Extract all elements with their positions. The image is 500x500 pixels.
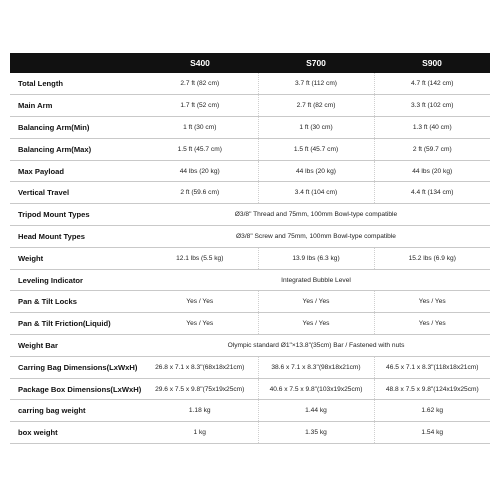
value-cell: 1.44 kg — [258, 400, 374, 422]
row-label: Leveling Indicator — [10, 269, 142, 291]
value-cell: 12.1 lbs (5.5 kg) — [142, 247, 258, 269]
row-label: Carring Bag Dimensions(LxWxH) — [10, 356, 142, 378]
value-cell: 44 lbs (20 kg) — [142, 160, 258, 182]
table-row — [10, 226, 490, 248]
row-label: Main Arm — [10, 95, 142, 117]
header-s400: S400 — [142, 53, 258, 73]
row-label: Balancing Arm(Min) — [10, 117, 142, 139]
value-cell: 1.7 ft (52 cm) — [142, 95, 258, 117]
row-label: Weight Bar — [10, 335, 142, 357]
value-cell: 29.6 x 7.5 x 9.8"(75x19x25cm) — [142, 378, 258, 400]
row-label: Head Mount Types — [10, 226, 142, 248]
value-cell: 1 ft (30 cm) — [142, 117, 258, 139]
value-cell: Yes / Yes — [374, 313, 490, 335]
value-cell: 1.54 kg — [374, 422, 490, 444]
value-cell: 38.6 x 7.1 x 8.3"(98x18x21cm) — [258, 356, 374, 378]
spanning-cell: Olympic standard Ø1"×13.8"(35cm) Bar / Fastened with nuts — [142, 335, 490, 357]
row-label: Total Length — [10, 73, 142, 95]
row-label: box weight — [10, 422, 142, 444]
value-cell: 2.7 ft (82 cm) — [142, 73, 258, 95]
header-s900: S900 — [374, 53, 490, 73]
value-cell: 1.3 ft (40 cm) — [374, 117, 490, 139]
table-row — [10, 247, 490, 269]
value-cell: 1.5 ft (45.7 cm) — [258, 138, 374, 160]
table-row — [10, 400, 490, 422]
table-row — [10, 422, 490, 444]
value-cell: 3.4 ft (104 cm) — [258, 182, 374, 204]
value-cell: 15.2 lbs (6.9 kg) — [374, 247, 490, 269]
table-row — [10, 335, 490, 357]
row-label: Tripod Mount Types — [10, 204, 142, 226]
value-cell: 3.3 ft (102 cm) — [374, 95, 490, 117]
value-cell: 1 ft (30 cm) — [258, 117, 374, 139]
value-cell: 4.4 ft (134 cm) — [374, 182, 490, 204]
value-cell: 48.8 x 7.5 x 9.8"(124x19x25cm) — [374, 378, 490, 400]
row-label: Pan & Tilt Locks — [10, 291, 142, 313]
spanning-cell: Ø3/8" Thread and 75mm, 100mm Bowl-type compatible — [142, 204, 490, 226]
value-cell: 40.6 x 7.5 x 9.8"(103x19x25cm) — [258, 378, 374, 400]
value-cell: Yes / Yes — [258, 313, 374, 335]
spanning-cell: Ø3/8" Screw and 75mm, 100mm Bowl-type compatible — [142, 226, 490, 248]
value-cell: 1.5 ft (45.7 cm) — [142, 138, 258, 160]
value-cell: 3.7 ft (112 cm) — [258, 73, 374, 95]
table-row — [10, 182, 490, 204]
value-cell: 46.5 x 7.1 x 8.3"(118x18x21cm) — [374, 356, 490, 378]
value-cell: 44 lbs (20 kg) — [258, 160, 374, 182]
value-cell: 1.18 kg — [142, 400, 258, 422]
value-cell: 44 lbs (20 kg) — [374, 160, 490, 182]
table-row — [10, 269, 490, 291]
header-s700: S700 — [258, 53, 374, 73]
table-row — [10, 117, 490, 139]
row-label: Pan & Tilt Friction(Liquid) — [10, 313, 142, 335]
row-label: carring bag weight — [10, 400, 142, 422]
table-row — [10, 291, 490, 313]
row-label: Max Payload — [10, 160, 142, 182]
spanning-cell: Integrated Bubble Level — [142, 269, 490, 291]
table-row — [10, 138, 490, 160]
spec-table-header — [10, 53, 490, 73]
spec-table-body — [10, 73, 490, 444]
row-label: Package Box Dimensions(LxWxH) — [10, 378, 142, 400]
table-row — [10, 204, 490, 226]
table-row — [10, 356, 490, 378]
table-row — [10, 73, 490, 95]
value-cell: 26.8 x 7.1 x 8.3"(68x18x21cm) — [142, 356, 258, 378]
value-cell: 1.35 kg — [258, 422, 374, 444]
spec-table — [10, 53, 490, 444]
value-cell: Yes / Yes — [374, 291, 490, 313]
table-row — [10, 95, 490, 117]
value-cell: 2 ft (59.6 cm) — [142, 182, 258, 204]
value-cell: Yes / Yes — [258, 291, 374, 313]
value-cell: 1 kg — [142, 422, 258, 444]
table-row — [10, 313, 490, 335]
value-cell: 2.7 ft (82 cm) — [258, 95, 374, 117]
value-cell: Yes / Yes — [142, 291, 258, 313]
row-label: Vertical Travel — [10, 182, 142, 204]
table-row — [10, 160, 490, 182]
table-row — [10, 378, 490, 400]
value-cell: 2 ft (59.7 cm) — [374, 138, 490, 160]
header-blank — [10, 53, 142, 73]
value-cell: 4.7 ft (142 cm) — [374, 73, 490, 95]
value-cell: Yes / Yes — [142, 313, 258, 335]
row-label: Balancing Arm(Max) — [10, 138, 142, 160]
row-label: Weight — [10, 247, 142, 269]
value-cell: 13.9 lbs (6.3 kg) — [258, 247, 374, 269]
value-cell: 1.62 kg — [374, 400, 490, 422]
